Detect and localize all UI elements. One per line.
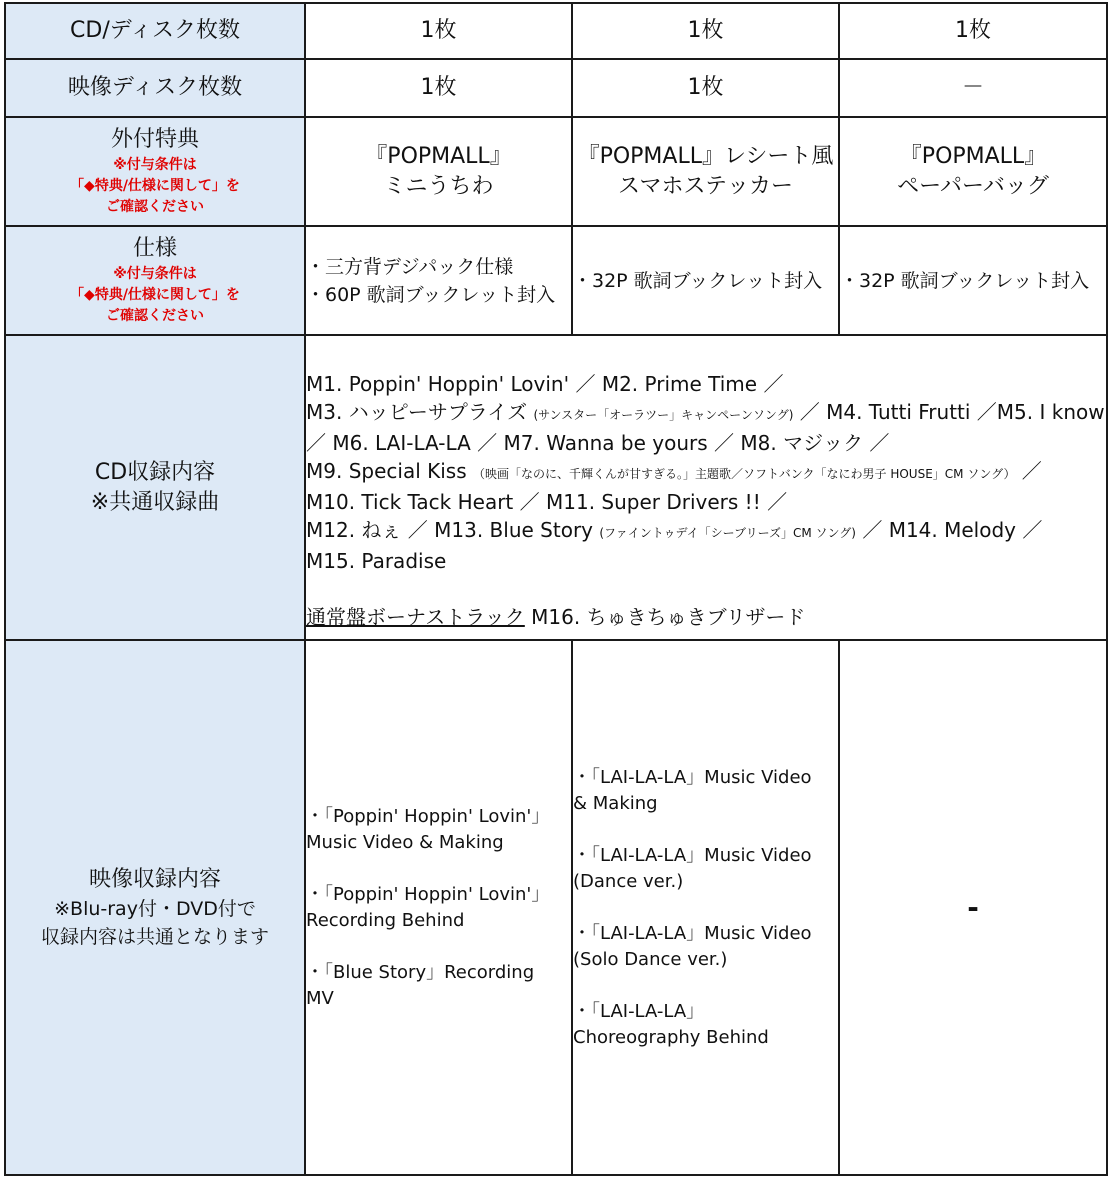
track-line (306, 488, 1106, 516)
track-note: (サンスター「オーラツー」キャンペーンソング) (533, 408, 794, 422)
video-item (573, 843, 838, 895)
video-item (306, 882, 571, 934)
bonus-value-line: 『POPMALL』レシート風 (577, 143, 834, 169)
video-contents-header-cell (5, 640, 305, 1175)
video-item (573, 921, 838, 973)
tracklist (306, 370, 1106, 575)
spec-value-cell (305, 226, 572, 335)
track-line (306, 516, 1106, 547)
spec-note-line: 「◆特典/仕様に関して」を (70, 287, 240, 303)
track-text: ／ M4. Tutti Frutti ／M5. I know (793, 400, 1105, 424)
video-item-line: ・「LAI-LA-LA」 (573, 1000, 705, 1022)
video-col-3: - (839, 640, 1107, 1175)
video-item-line: MV (306, 987, 334, 1009)
video-item-line: Choreography Behind (573, 1026, 769, 1048)
video-col-1 (305, 640, 572, 1175)
video-col-2 (572, 640, 839, 1175)
track-text: M1. Poppin' Hoppin' Lovin' ／ M2. Prime Time ／ (306, 372, 784, 396)
cd-count-header: CD/ディスク枚数 (5, 3, 305, 59)
bonus-value-cell (839, 117, 1107, 226)
bonus-track-label: 通常盤ボーナストラック (306, 605, 525, 629)
release-spec-table (4, 2, 1108, 1176)
bonus-note-line: ご確認ください (106, 199, 204, 215)
bonus-track-line (306, 603, 1106, 631)
track-line (306, 370, 1106, 398)
bonus-value-cell (572, 117, 839, 226)
bonus-value-line: 『POPMALL』 (365, 143, 512, 169)
video-item-line: ・「LAI-LA-LA」Music Video (573, 766, 812, 788)
track-text: M10. Tick Tack Heart ／ M11. Super Drivers !! ／ (306, 490, 788, 514)
cd-contents-header-cell (5, 335, 305, 640)
track-text: ／ M6. LAI-LA-LA ／ M7. Wanna be yours ／ M8. マジック ／ (306, 431, 890, 455)
video-item-line: ・「Poppin' Hoppin' Lovin'」 (306, 883, 550, 905)
spec-item: ・32P 歌詞ブックレット封入 (840, 269, 1090, 292)
video-item-line: Recording Behind (306, 909, 465, 931)
video-count-value: － (839, 59, 1107, 117)
video-item-line: (Solo Dance ver.) (573, 948, 728, 970)
video-count-value: 1枚 (305, 59, 572, 117)
spec-value-cell (839, 226, 1107, 335)
track-text: M9. Special Kiss (306, 459, 473, 483)
video-contents-header: 映像収録内容 (88, 866, 221, 892)
cd-contents-header: CD収録内容 (94, 459, 216, 485)
video-item-line: ・「Poppin' Hoppin' Lovin'」 (306, 805, 550, 827)
video-item (573, 999, 838, 1051)
spec-header: 仕様 (132, 236, 177, 261)
track-text: M12. ねぇ ／ M13. Blue Story (306, 518, 600, 542)
spec-item: ・32P 歌詞ブックレット封入 (573, 269, 823, 292)
video-count-value: 1枚 (572, 59, 839, 117)
track-line (306, 457, 1106, 488)
bonus-note-line: 「◆特典/仕様に関して」を (70, 178, 240, 194)
cd-contents-subheader: ※共通収録曲 (90, 489, 220, 515)
cd-count-value: 1枚 (305, 3, 572, 59)
video-item-line: (Dance ver.) (573, 870, 684, 892)
video-contents-note: ※Blu-ray付・DVD付で (54, 897, 256, 920)
spec-item: ・60P 歌詞ブックレット封入 (306, 283, 556, 306)
cd-contents-row (5, 335, 1107, 640)
spec-item: ・三方背デジパック仕様 (306, 255, 514, 278)
spec-value-cell (572, 226, 839, 335)
video-item-line: ・「LAI-LA-LA」Music Video (573, 844, 812, 866)
video-count-row (5, 59, 1107, 117)
spec-note-line: ご確認ください (106, 308, 204, 324)
spec-row (5, 226, 1107, 335)
bonus-value-line: ペーパーバッグ (897, 173, 1049, 199)
video-item-line: ・「LAI-LA-LA」Music Video (573, 922, 812, 944)
video-item (306, 804, 571, 856)
video-item-line: Music Video & Making (306, 831, 504, 853)
bonus-track-title: M16. ちゅきちゅきブリザード (524, 605, 806, 629)
bonus-header: 外付特典 (110, 127, 199, 152)
bonus-value-line: スマホステッカー (617, 173, 794, 199)
cd-count-value: 1枚 (572, 3, 839, 59)
video-contents-note: 収録内容は共通となります (40, 925, 269, 948)
track-note: (ファイントゥデイ「シーブリーズ」CM ソング) (599, 526, 856, 540)
video-item-line: & Making (573, 792, 658, 814)
bonus-value-line: 『POPMALL』 (899, 143, 1047, 169)
tracklist-cell (305, 335, 1107, 640)
track-text: ／ M14. Melody ／ (855, 518, 1043, 542)
video-item (306, 960, 571, 1012)
bonus-header-cell (5, 117, 305, 226)
track-line (306, 429, 1106, 457)
bonus-row (5, 117, 1107, 226)
video-contents-row (5, 640, 1107, 1175)
cd-count-value: 1枚 (839, 3, 1107, 59)
bonus-value-cell (305, 117, 572, 226)
track-text: M15. Paradise (306, 549, 447, 573)
video-item-line: ・「Blue Story」Recording (306, 961, 535, 983)
video-count-header: 映像ディスク枚数 (5, 59, 305, 117)
track-line (306, 547, 1106, 575)
track-note: （映画「なのに、千輝くんが甘すぎる。」主題歌／ソフトバンク「なにわ男子 HOUSE」CM ソング） (472, 467, 1016, 481)
spec-header-cell (5, 226, 305, 335)
cd-count-row (5, 3, 1107, 59)
track-line (306, 398, 1106, 429)
video-item (573, 765, 838, 817)
track-text: ／ (1015, 459, 1042, 483)
spec-note-line: ※付与条件は (113, 266, 197, 282)
bonus-note-line: ※付与条件は (113, 157, 197, 173)
track-text: M3. ハッピーサプライズ (306, 400, 534, 424)
bonus-value-line: ミニうちわ (383, 173, 494, 199)
